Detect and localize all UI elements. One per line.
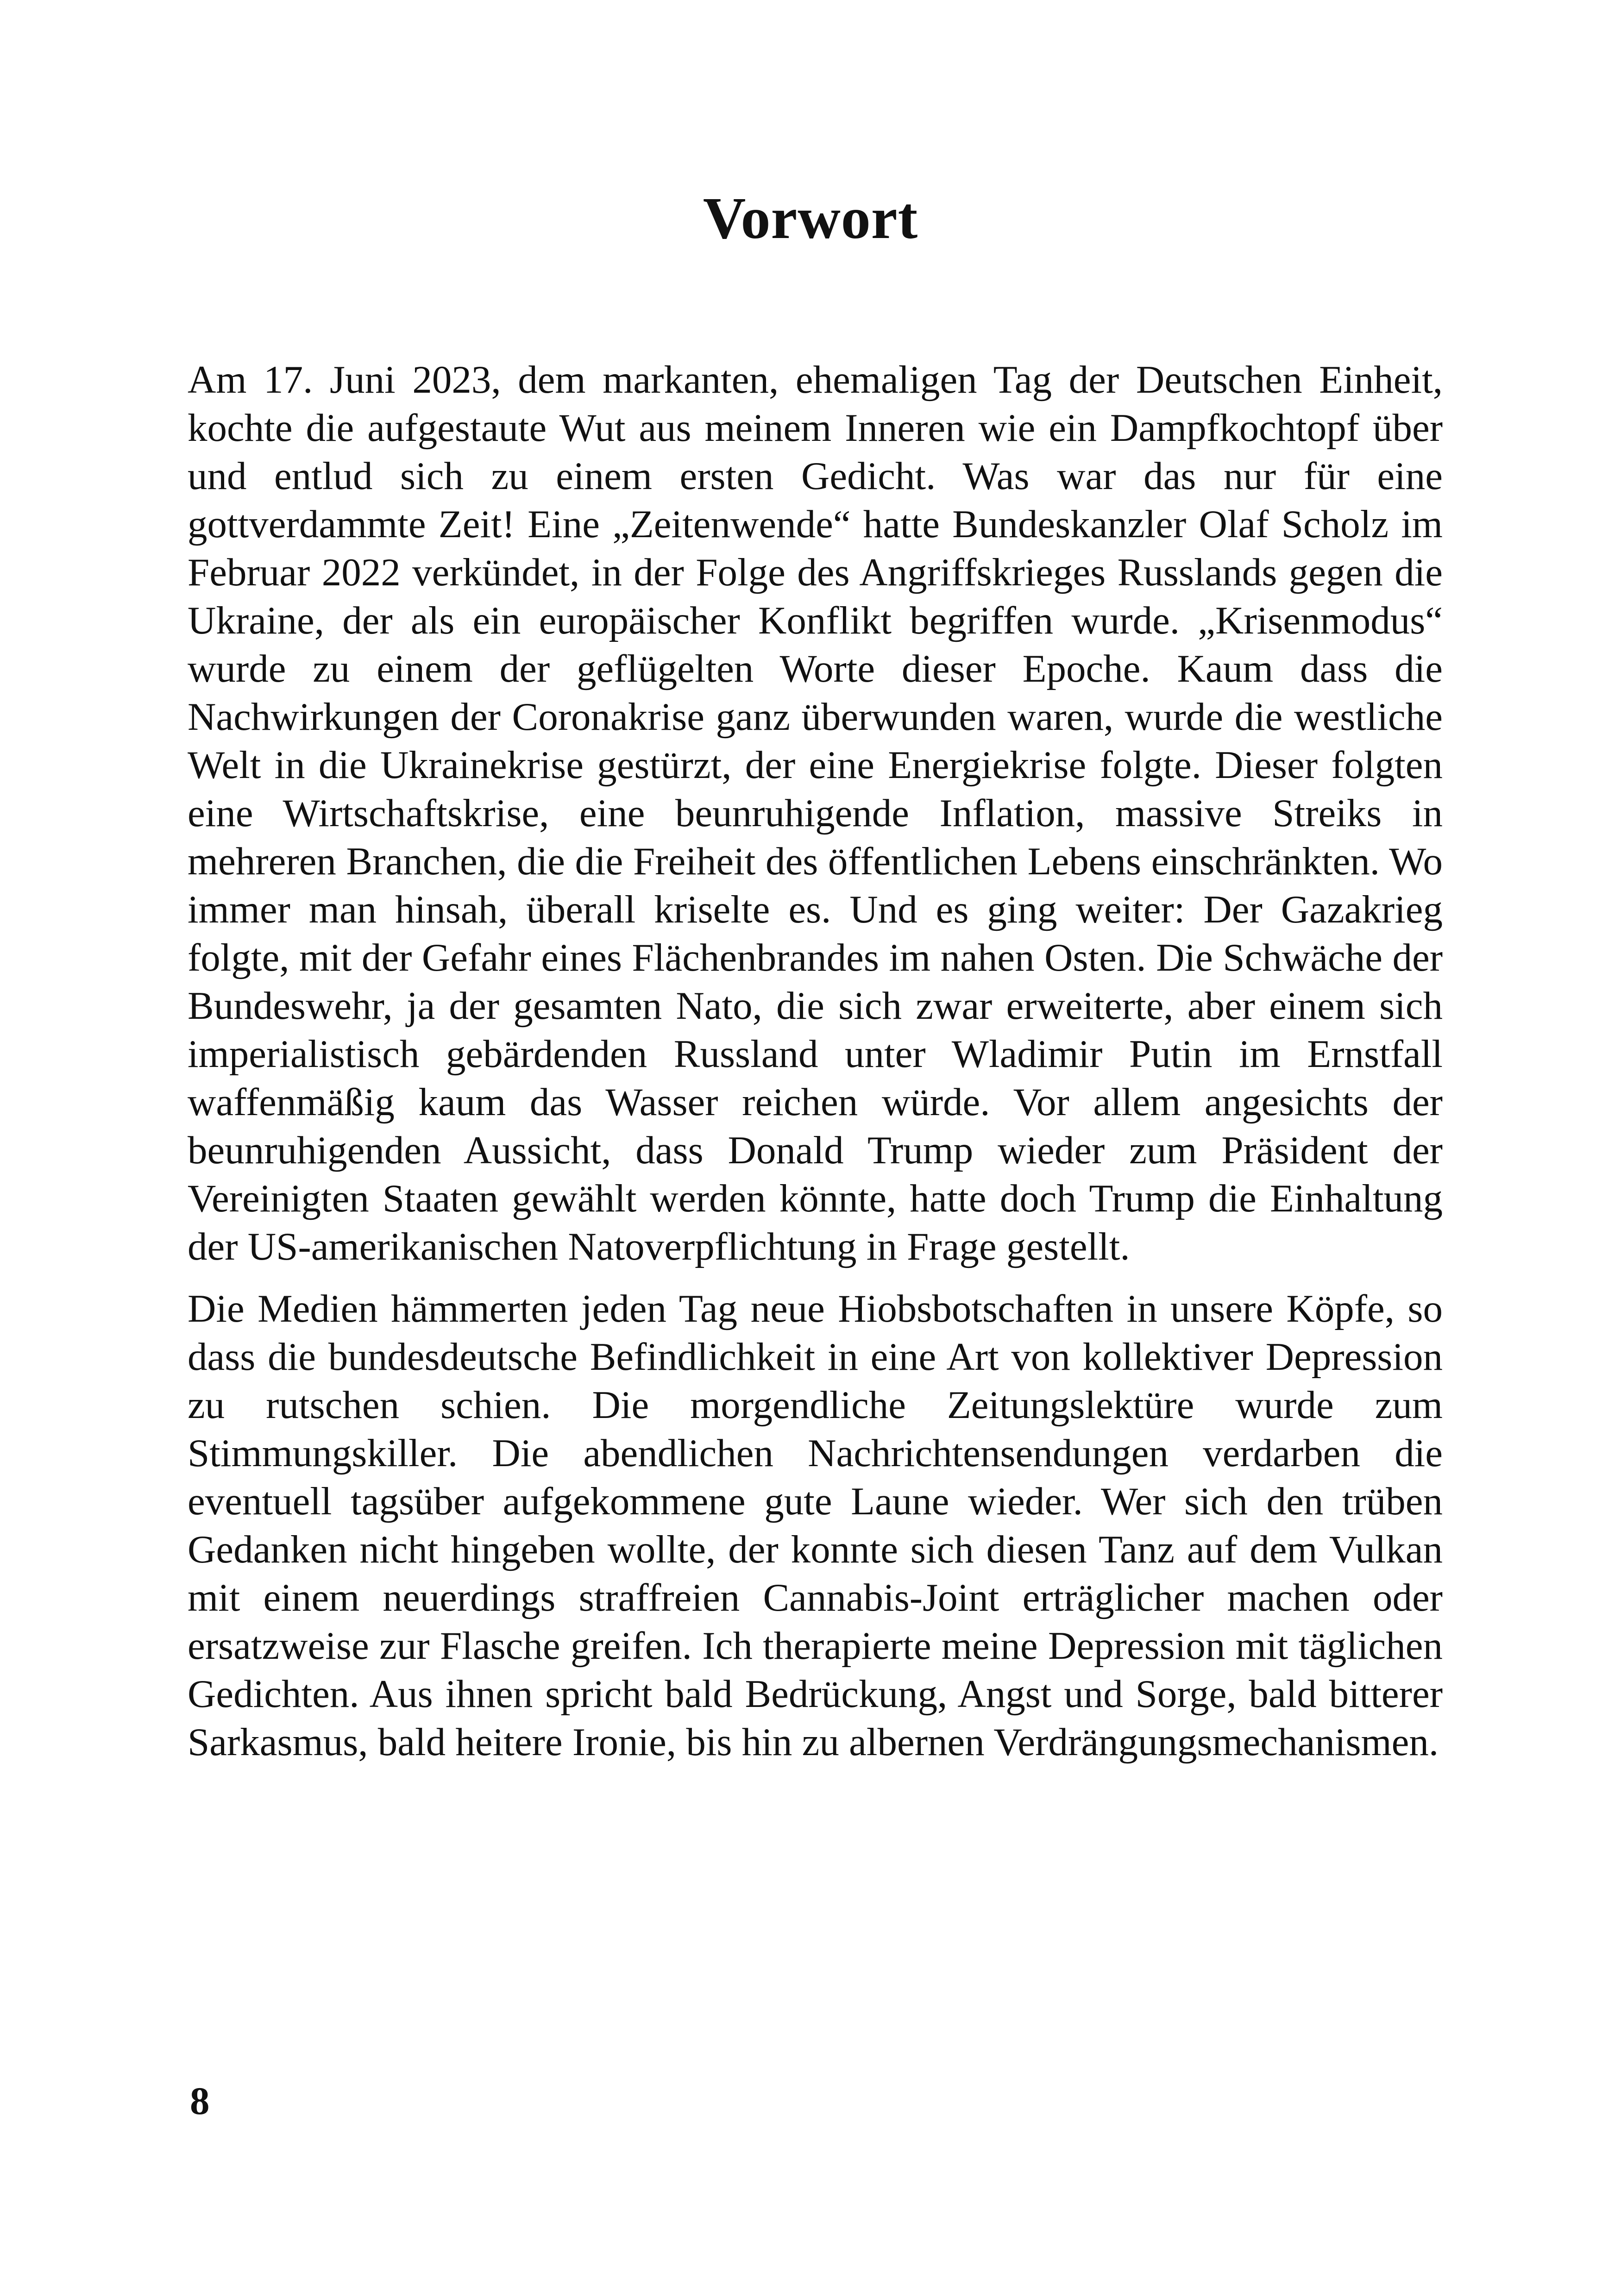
paragraph-2: Die Medien hämmerten jeden Tag neue Hiobsbotschaften in unsere Köpfe, so dass die bundesdeutsche Befindlichkeit in eine Art von kollektiver Depression zu rutschen schien. Die morgendliche Zeitungslektüre wurde zum Stimmungskiller. Die abendlichen Nachrichtensendungen verdarben die eventuell tagsüber aufgekommene gute Laune wieder. Wer sich den trüben Gedanken nicht hingeben wollte, der konnte sich diesen Tanz auf dem Vulkan mit einem neuerdings straffreien Cannabis-Joint erträglicher machen oder ersatzweise zur Flasche greifen. Ich therapierte meine Depression mit täglichen Gedichten. Aus ihnen spricht bald Bedrückung, Angst und Sorge, bald bitterer Sarkasmus, bald heitere Ironie, bis hin zu albernen Verdrängungsmechanismen.: [188, 1287, 1443, 1764]
page-title: Vorwort: [703, 185, 918, 251]
page-number: 8: [190, 2079, 210, 2123]
body-text: [188, 356, 1443, 1766]
paragraph-1: Am 17. Juni 2023, dem markanten, ehemaligen Tag der Deutschen Einheit, kochte die aufgestaute Wut aus meinem Inneren wie ein Dampfkochtopf über und entlud sich zu einem ersten Gedicht. Was war das nur für eine gottverdammte Zeit! Eine „Zeitenwende“ hatte Bundeskanzler Olaf Scholz im Februar 2022 verkündet, in der Folge des Angriffskrieges Russlands gegen die Ukraine, der als ein europäischer Konflikt begriffen wurde. „Krisenmodus“ wurde zu einem der geflügelten Worte dieser Epoche. Kaum dass die Nachwirkungen der Coronakrise ganz überwunden waren, wurde die westliche Welt in die Ukrainekrise gestürzt, der eine Energiekrise folgte. Dieser folgten eine Wirtschaftskrise, eine beunruhigende Inflation, massive Streiks in mehreren Branchen, die die Freiheit des öffentlichen Lebens einschränkten. Wo immer man hinsah, überall kriselte es. Und es ging weiter: Der Gazakrieg folgte, mit der Gefahr eines Flächenbrandes im nahen Osten. Die Schwäche der Bundeswehr, ja der gesamten Nato, die sich zwar erweiterte, aber einem sich imperialistisch gebärdenden Russland unter Wladimir Putin im Ernstfall waffenmäßig kaum das Wasser reichen würde. Vor allem angesichts der beunruhigenden Aussicht, dass Donald Trump wieder zum Präsident der Vereinigten Staaten gewählt werden könnte, hatte doch Trump die Einhaltung der US-amerikanischen Natoverpflichtung in Frage gestellt.: [188, 358, 1443, 1268]
